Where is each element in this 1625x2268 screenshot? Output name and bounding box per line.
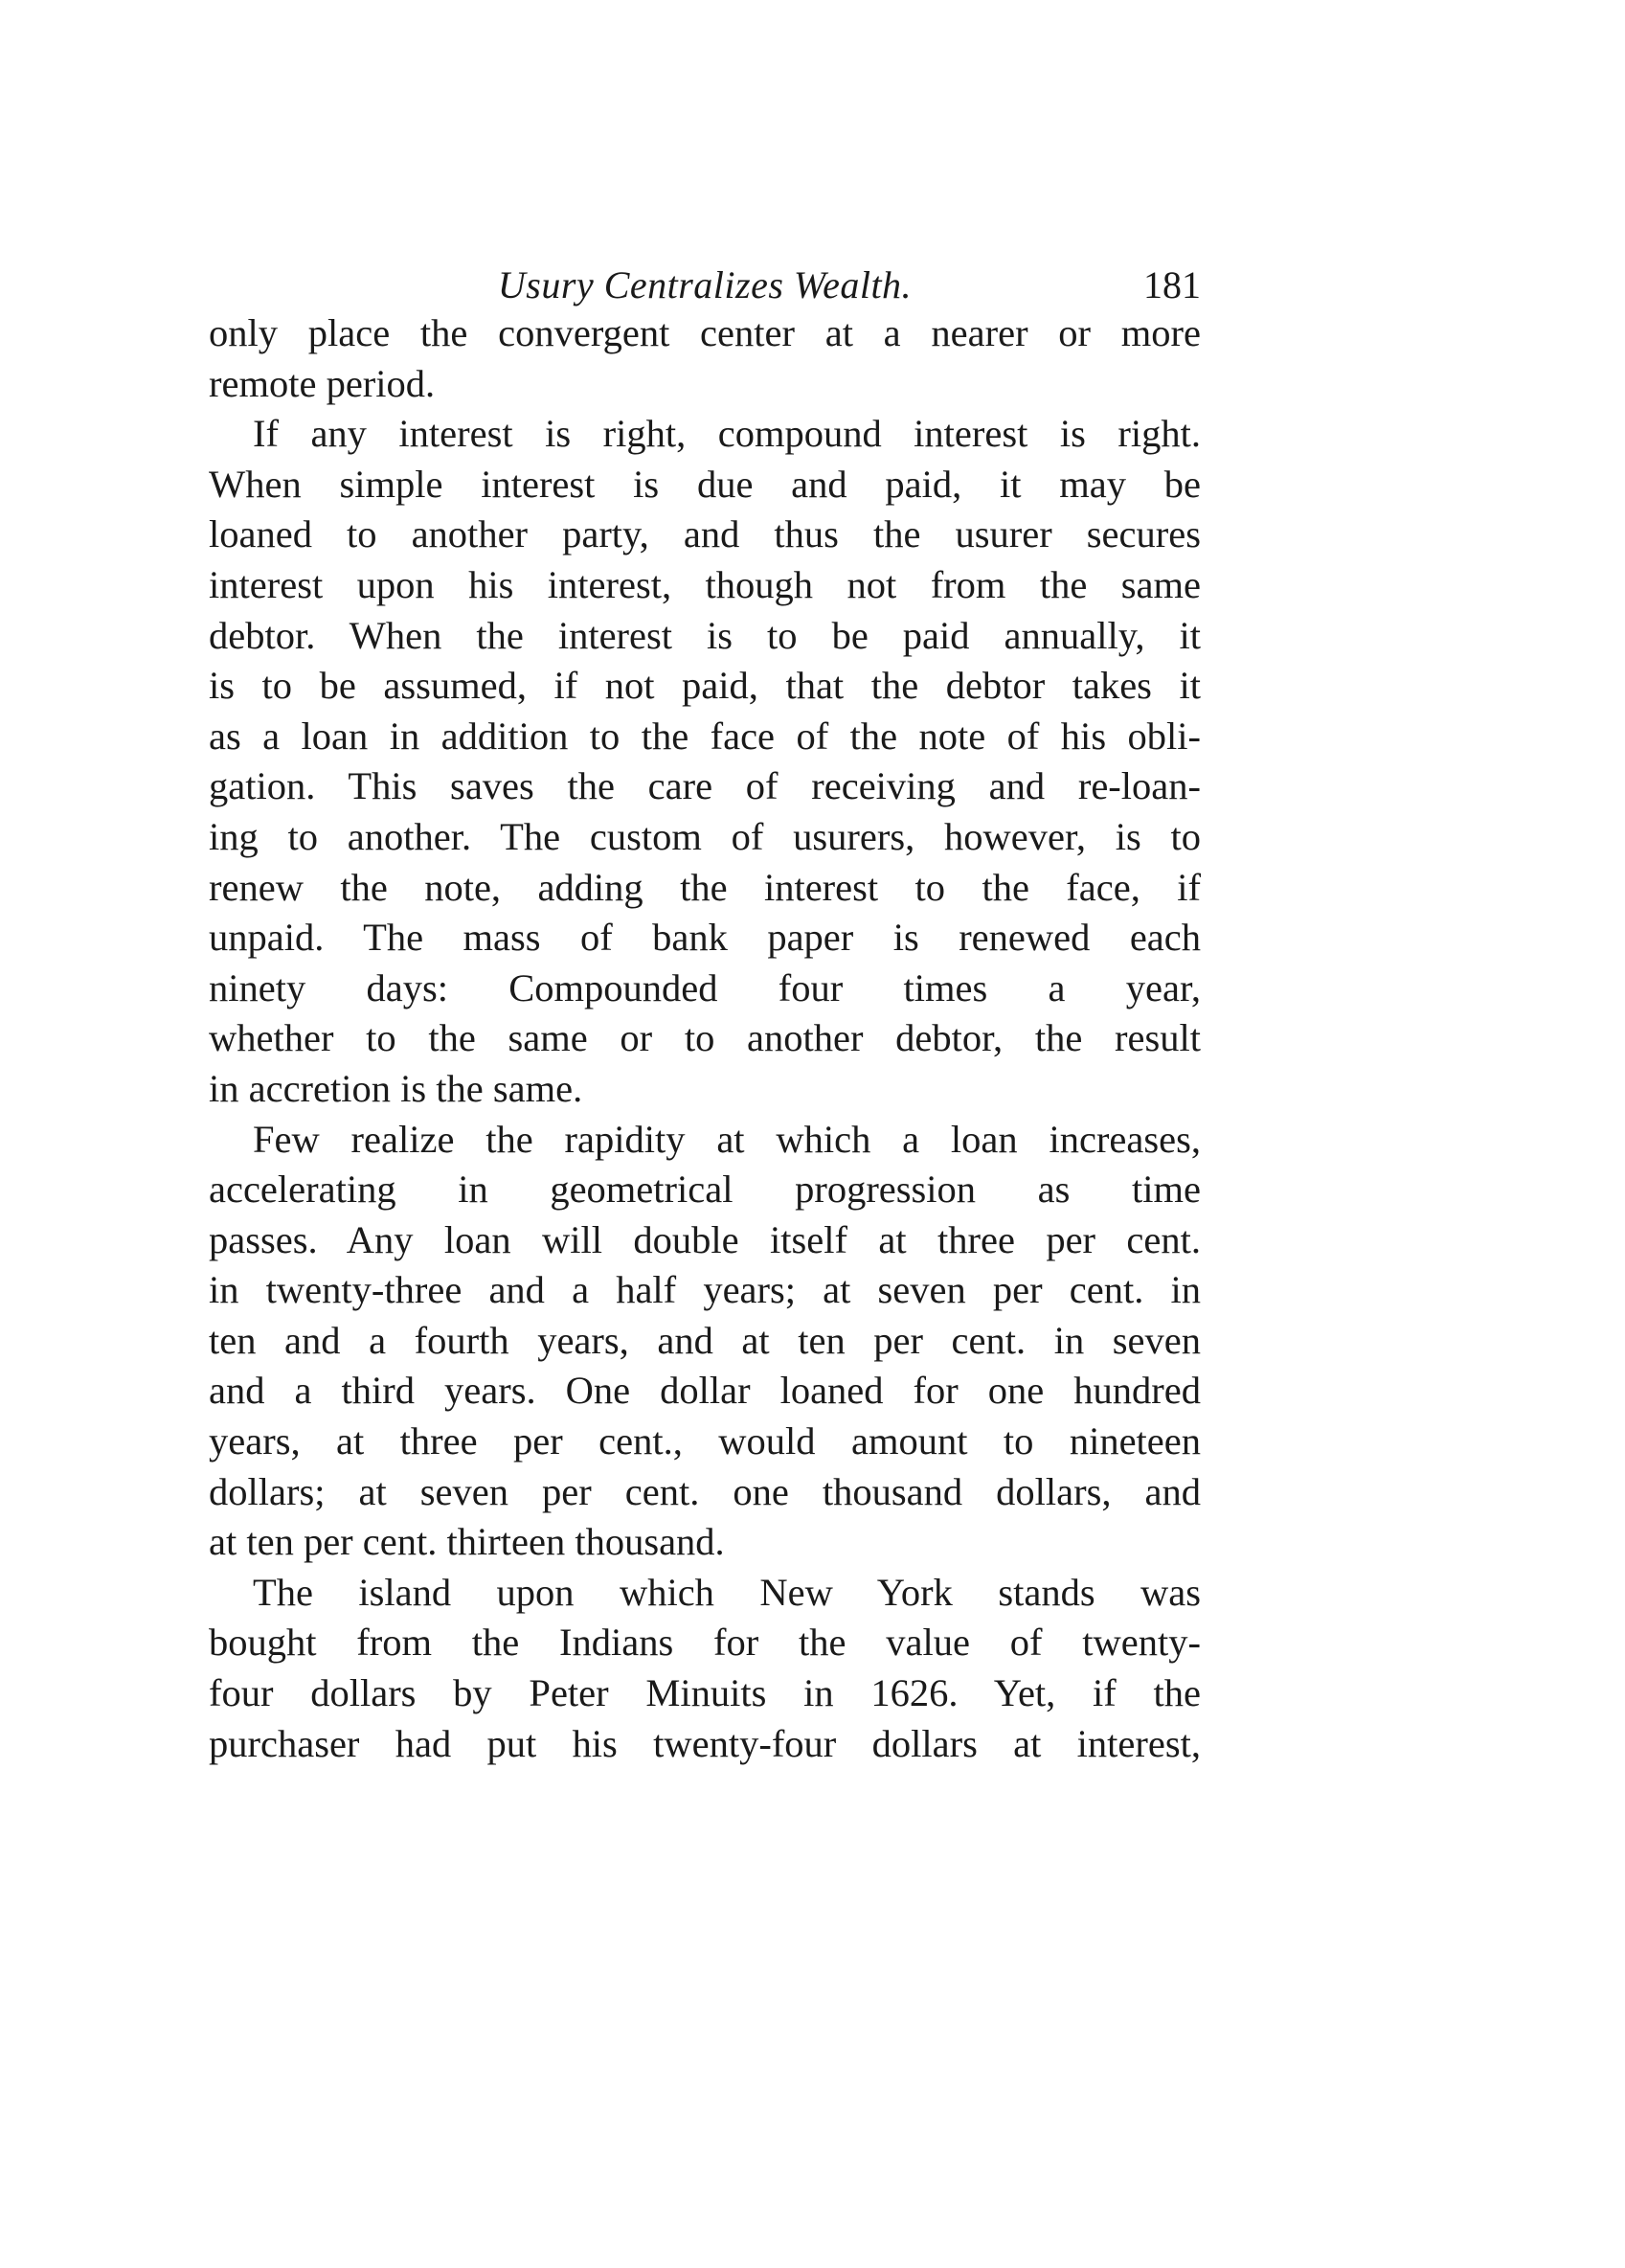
text-line: only place the convergent center at a nearer or more xyxy=(209,311,1201,354)
running-head xyxy=(209,257,1201,314)
text-line: remote period. xyxy=(209,361,436,405)
text-line: four dollars by Peter Minuits in 1626. Yet, if the xyxy=(209,1671,1201,1715)
text-line: in accretion is the same. xyxy=(209,1066,583,1110)
text-line: ninety days: Compounded four times a year, xyxy=(209,965,1201,1009)
text-line: at ten per cent. thirteen thousand. xyxy=(209,1520,725,1564)
text-line: The island upon which New York stands was xyxy=(253,1570,1201,1614)
paragraph xyxy=(209,1115,1201,1568)
text-line: Few realize the rapidity at which a loan increases, xyxy=(253,1117,1201,1161)
text-line: unpaid. The mass of bank paper is renewed each xyxy=(209,916,1201,960)
text-line: When simple interest is due and paid, it may be xyxy=(209,462,1201,506)
text-line: renew the note, adding the interest to the face, if xyxy=(209,865,1201,909)
text-line: as a loan in addition to the face of the note of his obli- xyxy=(209,714,1201,758)
text-line: purchaser had put his twenty-four dollars at interest, xyxy=(209,1721,1201,1765)
text-line: in twenty-three and a half years; at seven per cent. in xyxy=(209,1268,1201,1312)
text-line: and a third years. One dollar loaned for one hundred xyxy=(209,1369,1201,1413)
text-line: debtor. When the interest is to be paid annually, it xyxy=(209,613,1201,657)
paragraph xyxy=(209,308,1201,409)
text-line: loaned to another party, and thus the usurer secures xyxy=(209,512,1201,556)
page-number: 181 xyxy=(1143,263,1201,306)
text-line: years, at three per cent., would amount to nineteen xyxy=(209,1419,1201,1463)
text-line: If any interest is right, compound interest is right. xyxy=(253,412,1201,456)
text-line: gation. This saves the care of receiving and re-loan- xyxy=(209,764,1201,808)
body-text xyxy=(209,308,1201,1769)
text-line: ing to another. The custom of usurers, however, is to xyxy=(209,814,1201,858)
text-line: accelerating in geometrical progression as time xyxy=(209,1168,1201,1212)
text-line: interest upon his interest, though not from the same xyxy=(209,562,1201,606)
text-line: dollars; at seven per cent. one thousand dollars, and xyxy=(209,1469,1201,1513)
text-line: ten and a fourth years, and at ten per cent. in seven xyxy=(209,1318,1201,1362)
text-line: bought from the Indians for the value of twenty- xyxy=(209,1621,1201,1665)
paragraph xyxy=(209,409,1201,1114)
text-line: passes. Any loan will double itself at three per cent. xyxy=(209,1217,1201,1261)
paragraph xyxy=(209,1568,1201,1769)
running-title: Usury Centralizes Wealth. xyxy=(497,263,913,306)
text-line: whether to the same or to another debtor, the result xyxy=(209,1016,1201,1060)
text-line: is to be assumed, if not paid, that the debtor takes it xyxy=(209,664,1201,708)
